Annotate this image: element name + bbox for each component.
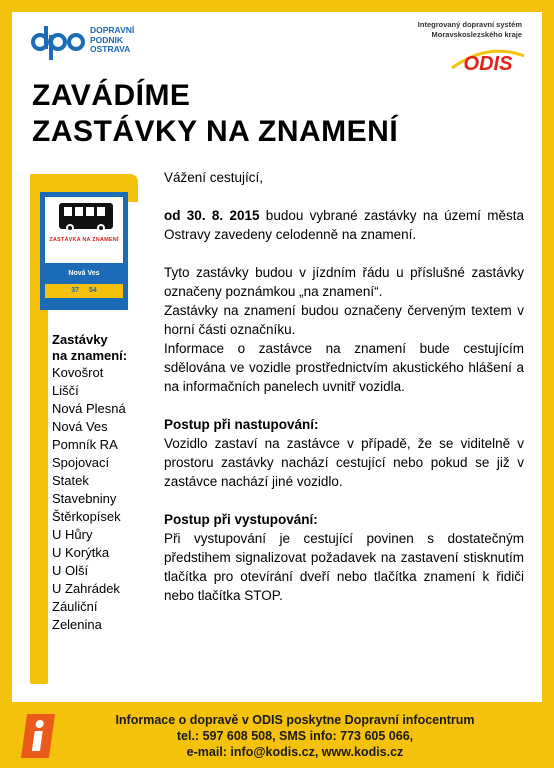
info-icon xyxy=(21,714,55,758)
stops-heading xyxy=(52,332,152,364)
sign-stop-name: Nová Ves xyxy=(68,270,100,277)
bus-stop-sign xyxy=(40,192,128,310)
logo-line-3: OSTRAVA xyxy=(90,44,131,54)
stop-list-item: Záuliční xyxy=(52,599,98,614)
paragraph-date-rest: budou vybrané zastávky na území města Ostravy zavedeny celodenně na znamení. xyxy=(164,208,524,242)
stop-list-item: Stavebniny xyxy=(52,491,117,506)
stops-heading-line-2: na znamení: xyxy=(52,348,128,363)
page-title xyxy=(32,78,398,150)
stops-list-block xyxy=(52,332,152,634)
footer-text xyxy=(60,712,530,760)
dpo-logo xyxy=(30,22,170,72)
footer-line-1: Informace o dopravě v ODIS poskytne Dopravní infocentrum xyxy=(115,713,475,727)
ids-line-2: Moravskoslezského kraje xyxy=(431,30,522,39)
stop-list-item: Statek xyxy=(52,473,89,488)
dpo-logo-icon xyxy=(30,22,86,62)
title-line-2: ZASTÁVKY NA ZNAMENÍ xyxy=(32,115,399,148)
footer-phone: tel.: 597 608 508, SMS info: 773 605 066, xyxy=(176,729,414,743)
stop-list-item: Štěrkopísek xyxy=(52,509,121,524)
date-highlight: od 30. 8. 2015 xyxy=(164,208,260,223)
greeting: Vážení cestující, xyxy=(164,170,264,185)
odis-logo xyxy=(448,46,528,74)
footer xyxy=(0,702,554,768)
paragraph-timetable: Tyto zastávky budou v jízdním řádu u příslušné zastávky označeny poznámkou „na znamení“. xyxy=(164,265,524,299)
main-text xyxy=(164,168,524,624)
svg-text:ODIS: ODIS xyxy=(463,53,513,74)
ids-caption xyxy=(418,20,522,40)
stop-list-item: Pomník RA xyxy=(52,437,118,452)
stop-list-item: U Olší xyxy=(52,563,89,578)
stop-list-item: Kovošrot xyxy=(52,365,104,380)
logo-line-1: DOPRAVNÍ xyxy=(90,25,135,35)
stop-list-item: U Korýtka xyxy=(52,545,110,560)
stop-list-item: Nová Plesná xyxy=(52,401,126,416)
stop-list-item: U Hůry xyxy=(52,527,93,542)
stop-list-item: Spojovací xyxy=(52,455,110,470)
boarding-heading: Postup při nastupování: xyxy=(164,417,319,432)
alighting-heading: Postup při vystupování: xyxy=(164,512,318,527)
stops-list xyxy=(52,364,152,634)
sign-on-request-text: ZASTÁVKA NA ZNAMENÍ xyxy=(49,237,119,243)
odis-logo-icon xyxy=(448,46,528,74)
stop-list-item: Liščí xyxy=(52,383,79,398)
ids-line-1: Integrovaný dopravní systém xyxy=(417,20,522,29)
stop-list-item: U Zahrádek xyxy=(52,581,120,596)
paragraph-announcement: Informace o zastávce na znamení bude cestujícím sdělována ve vozidle prostřednictvím akustického hlášení a na informačních panelech uvnitř vozidla. xyxy=(164,341,524,394)
footer-contact: e-mail: info@kodis.cz, www.kodis.cz xyxy=(186,745,404,759)
sign-panel xyxy=(45,197,123,263)
stops-heading-line-1: Zastávky xyxy=(52,332,108,347)
paragraph-red-text: Zastávky na znamení budou označeny červeným textem v horní části označníku. xyxy=(164,303,524,337)
dpo-logo-text xyxy=(90,26,134,55)
paragraph-date xyxy=(164,206,524,244)
bus-icon xyxy=(59,203,113,229)
alighting-text: Při vystupování je cestující povinen s dostatečným předstihem signalizovat požadavek na zastavení stisknutím tlačítka pro otevírání dveří nebo tlačítka znamení k řidiči nebo tlačítka STOP. xyxy=(164,531,524,603)
boarding-text: Vozidlo zastaví na zastávce v případě, že se viditelně v prostoru zastávky nachází cestující nebo pokud se již v zastávce nachází jiné vozidlo. xyxy=(164,436,524,489)
stop-list-item: Nová Ves xyxy=(52,419,108,434)
stop-list-item: Zelenina xyxy=(52,617,102,632)
logo-line-2: PODNIK xyxy=(90,34,124,45)
sign-line-numbers: 37 54 xyxy=(45,284,123,298)
title-line-1: ZAVÁDÍME xyxy=(32,79,191,112)
